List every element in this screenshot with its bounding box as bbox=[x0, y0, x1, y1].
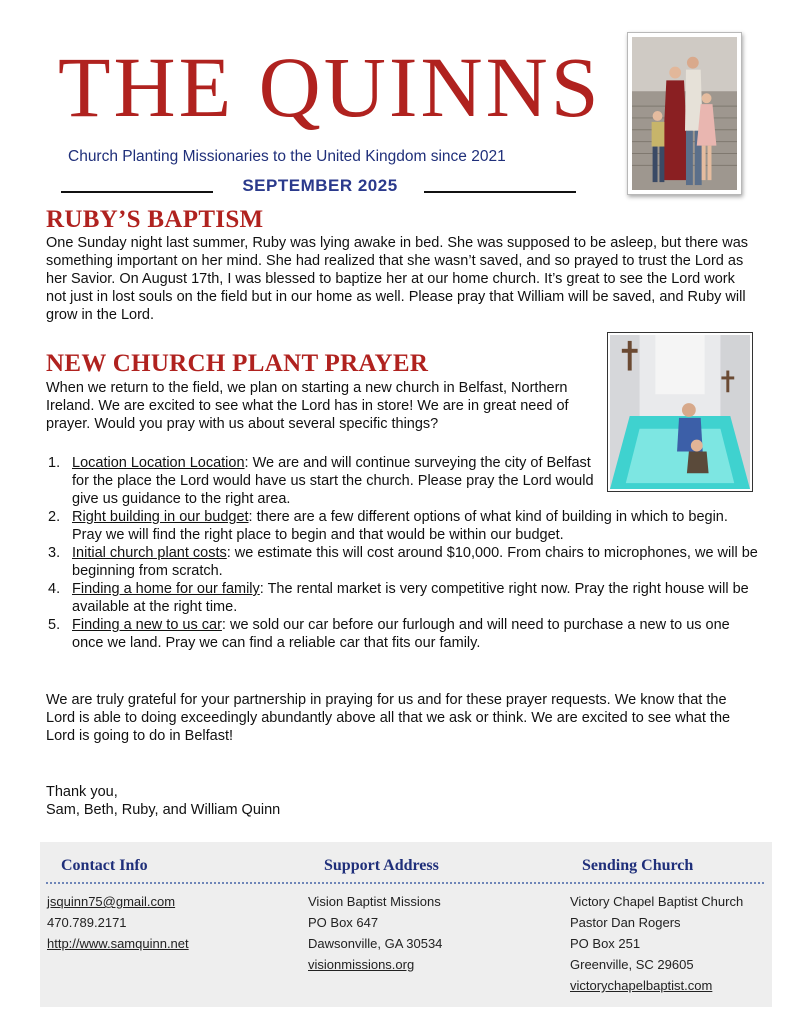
prayer-item-number: 1. bbox=[48, 455, 61, 471]
support-website-link[interactable]: visionmissions.org bbox=[308, 957, 415, 972]
prayer-item-number: 3. bbox=[48, 545, 61, 561]
newsletter-title: THE QUINNS bbox=[58, 39, 602, 135]
footer bbox=[40, 842, 772, 1007]
sending-church-pastor: Pastor Dan Rogers bbox=[570, 915, 681, 930]
contact-email-link[interactable]: jsquinn75@gmail.com bbox=[47, 894, 176, 909]
signature: Sam, Beth, Ruby, and William Quinn bbox=[46, 802, 281, 818]
prayer-item-text: : we estimate this will cost around $10,000. From chairs to microphones, we will be beginning from scratch. bbox=[72, 545, 758, 579]
sending-church-heading: Sending Church bbox=[582, 857, 694, 874]
closing-paragraph: We are truly grateful for your partnership in praying for us and for these prayer requests. We know that the Lord is able to doing exceedingly abundantly above all that we ask or think. We are excited to see what the Lord is going to do in Belfast! bbox=[46, 692, 731, 744]
prayer-item-title: Finding a home for our family bbox=[72, 581, 260, 597]
sending-church-po-box: PO Box 251 bbox=[570, 936, 641, 951]
church-plant-intro: When we return to the field, we plan on starting a new church in Belfast, Northern Ireland. We are excited to see what the Lord has in store! We are in great need of prayer. Would you pray with us about several specific things? bbox=[46, 380, 569, 432]
prayer-item bbox=[46, 508, 758, 544]
prayer-item-number: 5. bbox=[48, 617, 61, 633]
ruby-baptism-text: One Sunday night last summer, Ruby was lying awake in bed. She was supposed to be asleep, but there was something important on her mind. She had realized that she wasn’t saved, and so prayed to trust the Lord as her Savior. On August 17th, I was blessed to baptize her at our home church. It’s great to see the Lord work not just in lost souls on the field but in our home as well. Please pray that William will be saved, and Ruby will grow in the Lord. bbox=[46, 235, 749, 323]
prayer-item-text: : We are and will continue surveying the city of Belfast for the place the Lord would have us start the church. Please pray the Lord would give us guidance to the right area. bbox=[72, 455, 594, 507]
prayer-request-list bbox=[46, 454, 758, 652]
contact-website-link[interactable]: http://www.samquinn.net bbox=[47, 936, 189, 951]
support-address-heading: Support Address bbox=[324, 857, 439, 874]
prayer-item-title: Location Location Location bbox=[72, 455, 245, 471]
prayer-item-title: Initial church plant costs bbox=[72, 545, 227, 561]
prayer-item-number: 4. bbox=[48, 581, 61, 597]
tagline: Church Planting Missionaries to the United Kingdom since 2021 bbox=[68, 148, 506, 165]
sending-church-city: Greenville, SC 29605 bbox=[570, 957, 694, 972]
date-row bbox=[58, 176, 578, 196]
issue-date: SEPTEMBER 2025 bbox=[242, 176, 398, 195]
prayer-item-title: Right building in our budget bbox=[72, 509, 249, 525]
prayer-item bbox=[46, 544, 758, 580]
divider-left bbox=[61, 191, 213, 193]
support-org: Vision Baptist Missions bbox=[308, 894, 441, 909]
contact-phone: 470.789.2171 bbox=[47, 915, 127, 930]
footer-divider bbox=[46, 882, 764, 884]
prayer-item-number: 2. bbox=[48, 509, 61, 525]
family-photo bbox=[627, 32, 742, 195]
support-city: Dawsonville, GA 30534 bbox=[308, 936, 443, 951]
sending-church-website-link[interactable]: victorychapelbaptist.com bbox=[570, 978, 713, 993]
sending-church-name: Victory Chapel Baptist Church bbox=[570, 894, 744, 909]
prayer-item-text: : there are a few different options of what kind of building in which to begin. Pray we will find the right place to begin and that would be within our budget. bbox=[72, 509, 728, 543]
ruby-baptism-heading: RUBY’S BAPTISM bbox=[46, 206, 264, 233]
prayer-item-title: Finding a new to us car bbox=[72, 617, 222, 633]
prayer-item-text: : we sold our car before our furlough and will need to purchase a new to us one once we land. Pray we can find a reliable car that fits our family. bbox=[72, 617, 730, 651]
divider-right bbox=[424, 191, 576, 193]
prayer-item bbox=[46, 616, 758, 652]
support-po-box: PO Box 647 bbox=[308, 915, 379, 930]
family-photo-image bbox=[632, 37, 737, 190]
signoff-block bbox=[46, 783, 446, 819]
prayer-item-text: : The rental market is very competitive right now. Pray the right house will be available at the right time. bbox=[72, 581, 749, 615]
prayer-item bbox=[46, 580, 758, 616]
church-plant-heading: NEW CHURCH PLANT PRAYER bbox=[46, 350, 429, 377]
signoff: Thank you, bbox=[46, 784, 118, 800]
contact-info-heading: Contact Info bbox=[61, 857, 148, 874]
prayer-item bbox=[46, 454, 594, 508]
